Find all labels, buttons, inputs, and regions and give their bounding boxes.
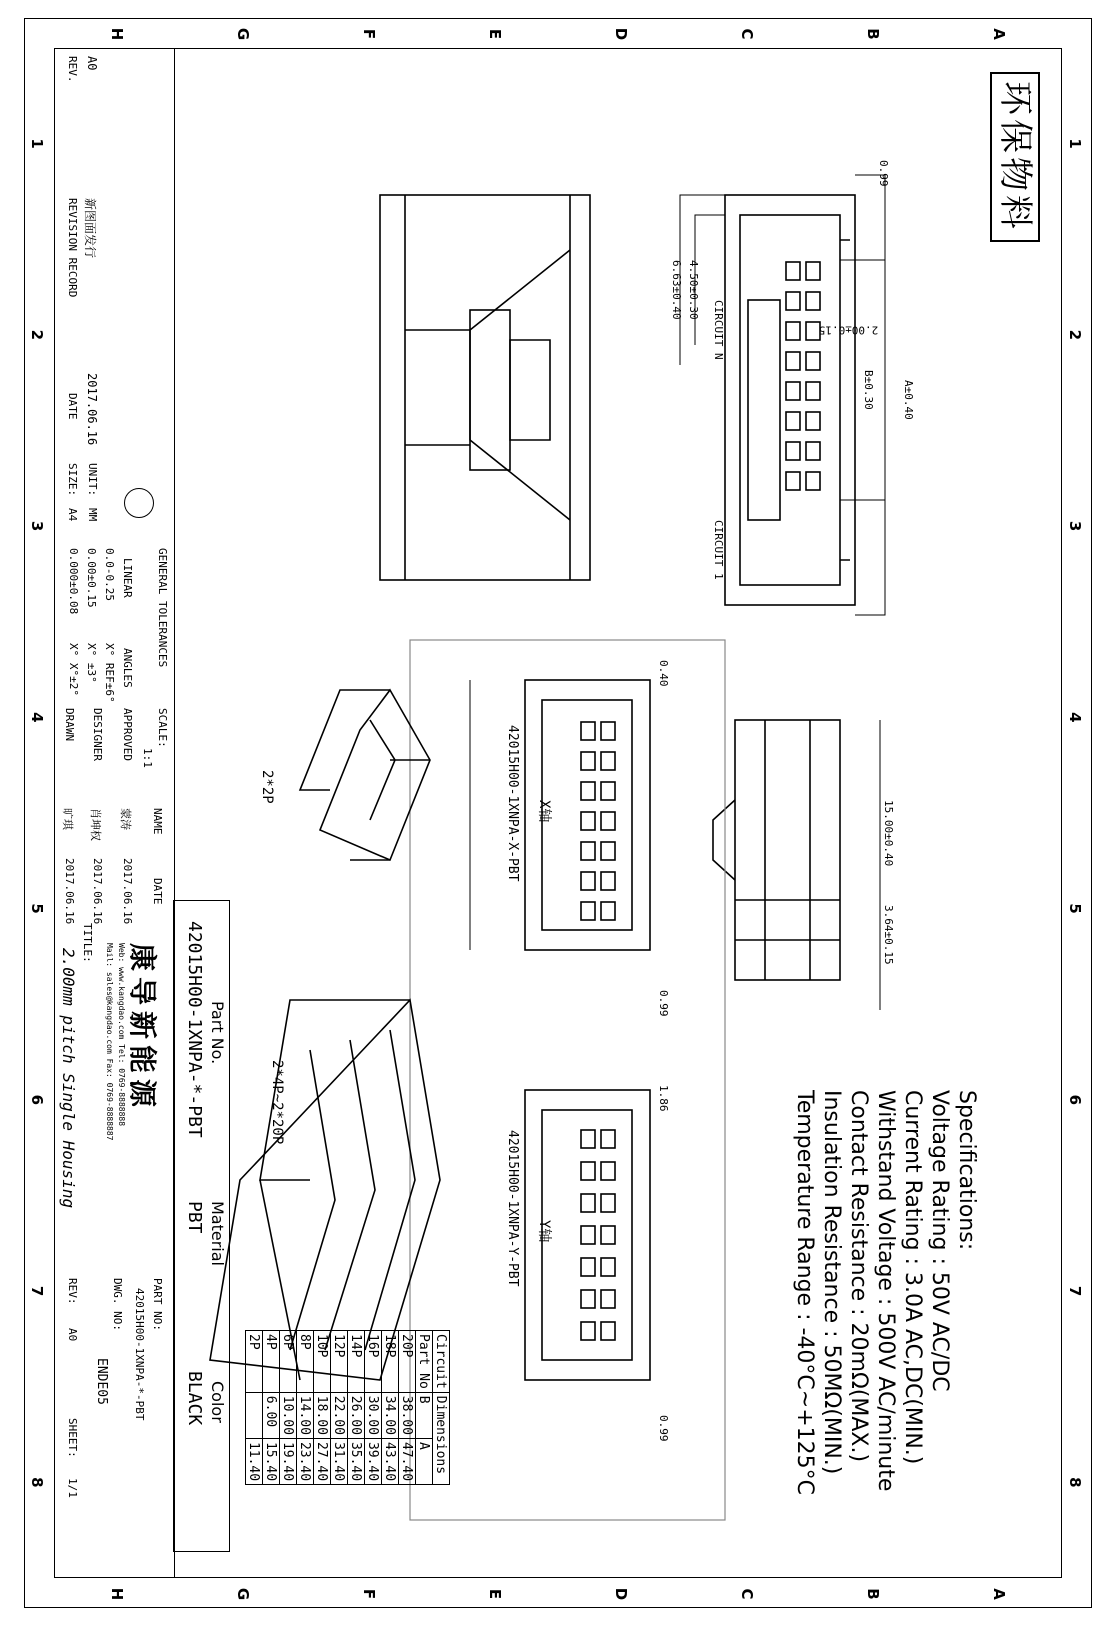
table-header: B	[416, 1392, 433, 1438]
material-value: PBT	[184, 1201, 205, 1234]
table-cell: 6.00	[263, 1392, 280, 1438]
circuit-1-label: CIRCUIT 1	[712, 520, 725, 580]
contact-cavity	[581, 722, 595, 740]
table-cell: 6P	[280, 1331, 297, 1393]
front-view-outline	[380, 195, 590, 580]
y-dim-1.86: 1.86	[657, 1085, 670, 1112]
part-no-label: Part No.	[208, 1001, 227, 1065]
spec-line: Withstand Voltage : 500V AC/minute	[873, 1090, 898, 1492]
table-cell: 39.40	[365, 1438, 382, 1484]
contact-cavity	[601, 722, 615, 740]
drawn-label: DRAWN	[63, 708, 76, 742]
rev-tb-label: REV:	[66, 1278, 79, 1305]
zone-col-4: 4	[28, 712, 46, 723]
sheet-value: 1/1	[66, 1478, 79, 1498]
table-cell: 47.40	[399, 1438, 416, 1484]
table-cell: 8P	[297, 1331, 314, 1393]
spec-line: Insulation Resistance : 50MΩ(MIN.)	[819, 1090, 844, 1475]
contact-cavity	[581, 782, 595, 800]
contact-cavity	[581, 1226, 595, 1244]
side-view-outline	[735, 720, 840, 980]
contact-cavity	[581, 752, 595, 770]
table-cell: 12P	[331, 1331, 348, 1393]
company-line-1: Web: www.kangdao.com Tel: 0769-8888888	[117, 943, 126, 1127]
contact-cavity	[786, 382, 800, 400]
tol-1: 0.0-0.25	[103, 548, 116, 601]
spec-line: Temperature Range : -40°C~+125°C	[792, 1090, 817, 1495]
ang-1: X° REF±6°	[103, 643, 116, 703]
contact-cavity	[786, 442, 800, 460]
table-cell: 10P	[314, 1331, 331, 1393]
contact-cavity	[786, 352, 800, 370]
contact-cavity	[601, 1290, 615, 1308]
table-title: Circuit	[433, 1331, 450, 1393]
revision-record-value: 新图面发行	[83, 198, 97, 259]
contact-cavity	[786, 322, 800, 340]
contact-cavity	[601, 872, 615, 890]
part-block	[173, 900, 230, 1552]
spec-line: Contact Resistance : 20mΩ(MAX.)	[846, 1090, 871, 1463]
table-row	[263, 1331, 280, 1485]
table-cell: 19.40	[280, 1438, 297, 1484]
x-view-part: 42015H00-1XNPA-X-PBT	[505, 725, 520, 882]
zone-row-G: G	[234, 1587, 252, 1601]
contact-cavity	[786, 262, 800, 280]
contact-cavity	[786, 472, 800, 490]
y-dim-0.99: 0.99	[657, 1415, 670, 1442]
table-cell: 34.00	[382, 1392, 399, 1438]
table-cell	[246, 1392, 263, 1438]
sheet-label: SHEET:	[66, 1418, 79, 1458]
zone-col-2: 2	[28, 329, 46, 341]
table-row	[365, 1331, 382, 1485]
table-cell: 43.40	[382, 1438, 399, 1484]
table-cell: 2P	[246, 1331, 263, 1393]
contact-cavity	[806, 382, 820, 400]
contact-cavity	[581, 1194, 595, 1212]
angles-label: ANGLES	[121, 648, 134, 688]
contact-cavity	[601, 902, 615, 920]
y-view-part: 42015H00-1XNPA-Y-PBT	[505, 1130, 520, 1287]
table-cell: 10.00	[280, 1392, 297, 1438]
table-cell: 38.00	[399, 1392, 416, 1438]
dwg-no-label: DWG. NO:	[111, 1278, 124, 1331]
contact-cavity	[581, 1290, 595, 1308]
title-block	[53, 48, 175, 1578]
zone-col-3: 3	[1066, 520, 1084, 532]
contact-cavity	[601, 752, 615, 770]
contact-cavity	[581, 1322, 595, 1340]
y-axis-label: Y轴	[536, 1220, 552, 1243]
linear-label: LINEAR	[121, 558, 134, 598]
name-label: NAME	[151, 808, 164, 835]
projection-symbol-icon	[124, 488, 154, 518]
table-row	[246, 1331, 263, 1485]
contact-cavity	[601, 812, 615, 830]
zone-row-C: C	[738, 28, 756, 40]
zone-col-5: 5	[1066, 903, 1084, 914]
zone-row-G: G	[234, 27, 252, 41]
ang-2: X° ±3°	[85, 643, 98, 683]
zone-row-B: B	[864, 1588, 882, 1600]
table-cell: 31.40	[331, 1438, 348, 1484]
x-dim-0.40: 0.40	[657, 660, 670, 687]
dim-a: A±0.40	[902, 380, 915, 420]
table-row	[297, 1331, 314, 1485]
iso-large-label: 2*4P~2*20P	[269, 1060, 285, 1145]
zone-row-B: B	[864, 28, 882, 40]
table-cell: 20P	[399, 1331, 416, 1393]
designer-date: 2017.06.16	[91, 858, 104, 925]
zone-col-6: 6	[28, 1094, 46, 1106]
circuit-dimension-table	[245, 1330, 450, 1485]
circuit-n-label: CIRCUIT N	[712, 300, 725, 360]
zone-row-F: F	[360, 28, 378, 40]
x-axis-label: X轴	[536, 800, 552, 823]
contact-cavity	[786, 412, 800, 430]
table-cell: 15.40	[263, 1438, 280, 1484]
rev-value: A0	[85, 56, 99, 71]
scale-label: SCALE:	[156, 708, 169, 748]
table-cell: 23.40	[297, 1438, 314, 1484]
zone-row-H: H	[108, 1587, 126, 1601]
contact-cavity	[806, 472, 820, 490]
zone-col-7: 7	[28, 1285, 46, 1297]
dim-pitch: 2.00±0.15	[818, 323, 879, 337]
contact-cavity	[601, 1162, 615, 1180]
zone-col-2: 2	[1066, 329, 1084, 341]
zone-row-A: A	[990, 1588, 1008, 1600]
table-cell: 27.40	[314, 1438, 331, 1484]
material-label: Material	[208, 1201, 227, 1266]
dim-3.64: 3.64±0.15	[882, 905, 895, 965]
dim-b: B±0.30	[862, 370, 875, 410]
eco-material-stamp: 环保物料	[990, 72, 1040, 242]
table-header: A	[416, 1438, 433, 1484]
zone-col-6: 6	[1066, 1094, 1084, 1106]
date-label: DATE	[66, 393, 79, 420]
table-row	[280, 1331, 297, 1485]
contact-cavity	[806, 412, 820, 430]
dim-0.99-top: 0.99	[877, 160, 890, 187]
table-cell: 18P	[382, 1331, 399, 1393]
designer-label: DESIGNER	[91, 708, 104, 761]
iso-large-outline	[210, 1000, 440, 1380]
table-row	[331, 1331, 348, 1485]
zone-row-D: D	[612, 27, 630, 41]
table-row	[314, 1331, 331, 1485]
date-col-label: DATE	[151, 878, 164, 905]
approved-label: APPROVED	[121, 708, 134, 761]
dwg-no-value: ENDE05	[94, 1358, 109, 1405]
contact-cavity	[581, 1162, 595, 1180]
color-value: BLACK	[184, 1371, 205, 1426]
drawn-name: 旷琪	[61, 808, 74, 830]
spec-heading: Specifications:	[954, 1090, 979, 1251]
dim-6.63: 6.63±0.40	[670, 260, 683, 320]
scale-value: 1:1	[141, 748, 154, 768]
iso-small-label: 2*2P	[259, 770, 275, 804]
zone-col-7: 7	[1066, 1285, 1084, 1297]
zone-col-8: 8	[1066, 1477, 1084, 1488]
zone-row-E: E	[486, 1588, 504, 1600]
contact-cavity	[601, 782, 615, 800]
zone-col-8: 8	[28, 1477, 46, 1488]
zone-col-1: 1	[1066, 138, 1084, 149]
tol-2: 0.00±0.15	[85, 548, 98, 608]
iso-small-outline	[320, 690, 430, 860]
contact-cavity	[806, 262, 820, 280]
company-line-2: Mail: sales@kangdao.com Fax: 0769-8888887	[105, 943, 114, 1141]
contact-cavity	[806, 352, 820, 370]
table-row	[399, 1331, 416, 1485]
contact-cavity	[581, 902, 595, 920]
table-cell: 18.00	[314, 1392, 331, 1438]
table-cell: 11.40	[246, 1438, 263, 1484]
zone-row-A: A	[990, 28, 1008, 40]
tol-3: 0.000±0.08	[67, 548, 80, 615]
contact-cavity	[581, 1130, 595, 1148]
part-no-tb-value: 42015H00-1XNPA-*-PBT	[133, 1288, 146, 1421]
zone-col-5: 5	[28, 903, 46, 914]
contact-cavity	[806, 442, 820, 460]
table-row	[348, 1331, 365, 1485]
spec-line: Voltage Rating : 50V AC/DC	[927, 1090, 952, 1392]
contact-cavity	[581, 842, 595, 860]
table-dimensions-label: Dimensions	[433, 1392, 450, 1484]
size-value: A4	[66, 508, 79, 522]
revision-record-label: REVISION RECORD	[66, 198, 79, 298]
approved-date: 2017.06.16	[121, 858, 134, 925]
specifications-block	[791, 1090, 980, 1495]
approved-name: 蒙涛	[119, 808, 132, 830]
contact-cavity	[581, 1258, 595, 1276]
general-tolerances: GENERAL TOLERANCES	[156, 548, 169, 668]
table-cell: 14.00	[297, 1392, 314, 1438]
contact-cavity	[601, 842, 615, 860]
zone-col-3: 3	[28, 520, 46, 532]
contact-cavity	[601, 1130, 615, 1148]
spec-line: Current Rating : 3.0A AC,DC(MIN.)	[900, 1090, 925, 1465]
unit-label: UNIT:	[86, 463, 99, 497]
table-cell: 30.00	[365, 1392, 382, 1438]
designer-name: 肖坤权	[89, 808, 102, 841]
drawn-date: 2017.06.16	[63, 858, 76, 925]
zone-row-H: H	[108, 27, 126, 41]
zone-col-4: 4	[1066, 712, 1084, 723]
part-no-value: 42015H00-1XNPA-*-PBT	[184, 921, 205, 1138]
contact-cavity	[581, 872, 595, 890]
contact-cavity	[601, 1258, 615, 1276]
contact-cavity	[786, 292, 800, 310]
zone-row-C: C	[738, 1588, 756, 1600]
table-row	[382, 1331, 399, 1485]
title-label: TITLE:	[81, 923, 94, 963]
rev-label: REV.	[66, 56, 79, 83]
zone-row-F: F	[360, 1588, 378, 1600]
dim-4.50: 4.50±0.30	[687, 260, 700, 320]
ang-3: X° X°±2°	[67, 643, 80, 696]
part-no-tb-label: PART NO:	[151, 1278, 164, 1331]
dim-15.00: 15.00±0.40	[882, 800, 895, 867]
title-value: 2.00mm pitch Single Housing	[59, 948, 78, 1209]
table-header: Part No	[416, 1331, 433, 1393]
contact-cavity	[601, 1322, 615, 1340]
zone-row-D: D	[612, 1587, 630, 1601]
size-label: SIZE:	[66, 463, 79, 497]
contact-cavity	[581, 812, 595, 830]
zone-col-1: 1	[28, 138, 46, 149]
table-cell: 22.00	[331, 1392, 348, 1438]
date-value: 2017.06.16	[85, 373, 99, 446]
color-label: Color	[208, 1381, 227, 1423]
table-cell: 26.00	[348, 1392, 365, 1438]
x-dim-0.99: 0.99	[657, 990, 670, 1017]
contact-cavity	[601, 1194, 615, 1212]
rev-tb-value: A0	[66, 1328, 79, 1342]
unit-value: MM	[86, 508, 99, 522]
contact-cavity	[601, 1226, 615, 1244]
table-cell: 35.40	[348, 1438, 365, 1484]
table-cell: 4P	[263, 1331, 280, 1393]
table-cell: 16P	[365, 1331, 382, 1393]
table-cell: 14P	[348, 1331, 365, 1393]
contact-cavity	[806, 292, 820, 310]
company-name: 康导新能源	[126, 943, 159, 1114]
zone-row-E: E	[486, 28, 504, 40]
